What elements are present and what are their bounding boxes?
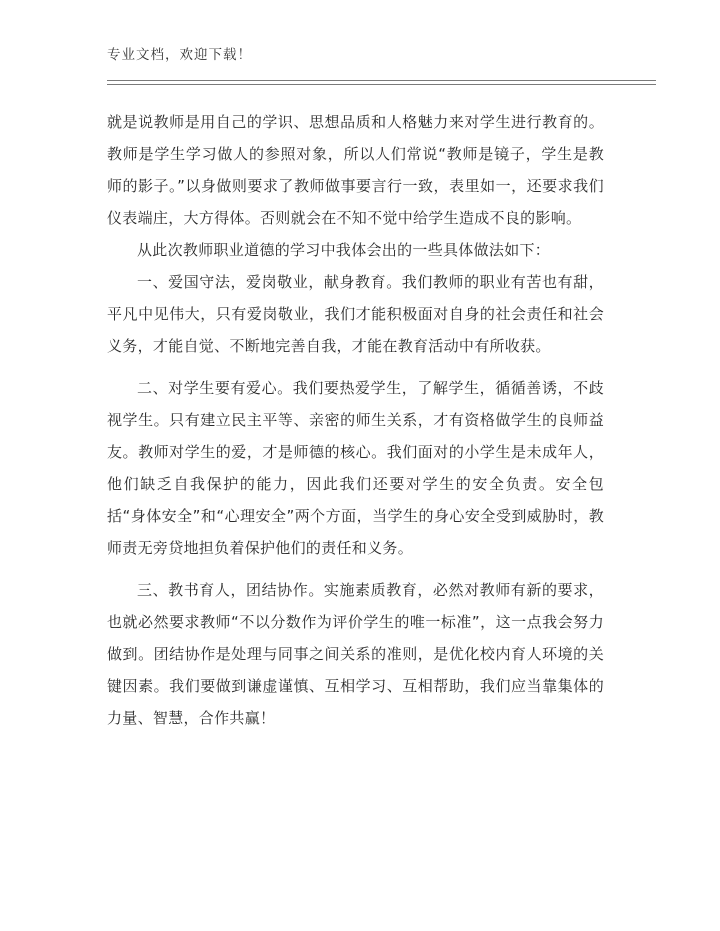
paragraph-intro: 从此次教师职业道德的学习中我体会出的一些具体做法如下： (137, 241, 551, 259)
document-body (107, 106, 604, 734)
header-divider-secondary (107, 84, 656, 85)
paragraph-point-two: 二、对学生要有爱心。我们要热爱学生，了解学生，循循善诱，不歧视学生。只有建立民主平等、亲密的师生关系，才有资格做学生的良师益友。教师对学生的爱，才是师德的核心。我们面对的小学生是未成年人，他们缺乏自我保护的能力，因此我们还要对学生的安全负责。安全包括“身体安全”和“心理安全”两个方面，当学生的身心安全受到威胁时，教师责无旁贷地担负着保护他们的责任和义务。 (107, 379, 604, 557)
paragraph-point-one: 一、爱国守法，爱岗敬业，献身教育。我们教师的职业有苦也有甜，平凡中见伟大，只有爱岗敬业，我们才能积极面对自身的社会责任和社会义务，才能自觉、不断地完善自我，才能在教育活动中有所收获。 (107, 273, 604, 355)
page-header: 专业文档，欢迎下载！ (107, 47, 252, 63)
header-divider (107, 80, 656, 81)
paragraph-continuation: 就是说教师是用自己的学识、思想品质和人格魅力来对学生进行教育的。教师是学生学习做人的参照对象，所以人们常说“教师是镜子，学生是教师的影子。”以身做则要求了教师做事要言行一致，表里如一，还要求我们仪表端庄，大方得体。否则就会在不知不觉中给学生造成不良的影响。 (107, 113, 604, 227)
paragraph-point-three: 三、教书育人，团结协作。实施素质教育，必然对教师有新的要求，也就必然要求教师“不以分数作为评价学生的唯一标准”，这一点我会努力做到。团结协作是处理与同事之间关系的准则，是优化校内育人环境的关键因素。我们要做到谦虚谨慎、互相学习、互相帮助，我们应当靠集体的力量、智慧，合作共赢！ (107, 581, 604, 727)
